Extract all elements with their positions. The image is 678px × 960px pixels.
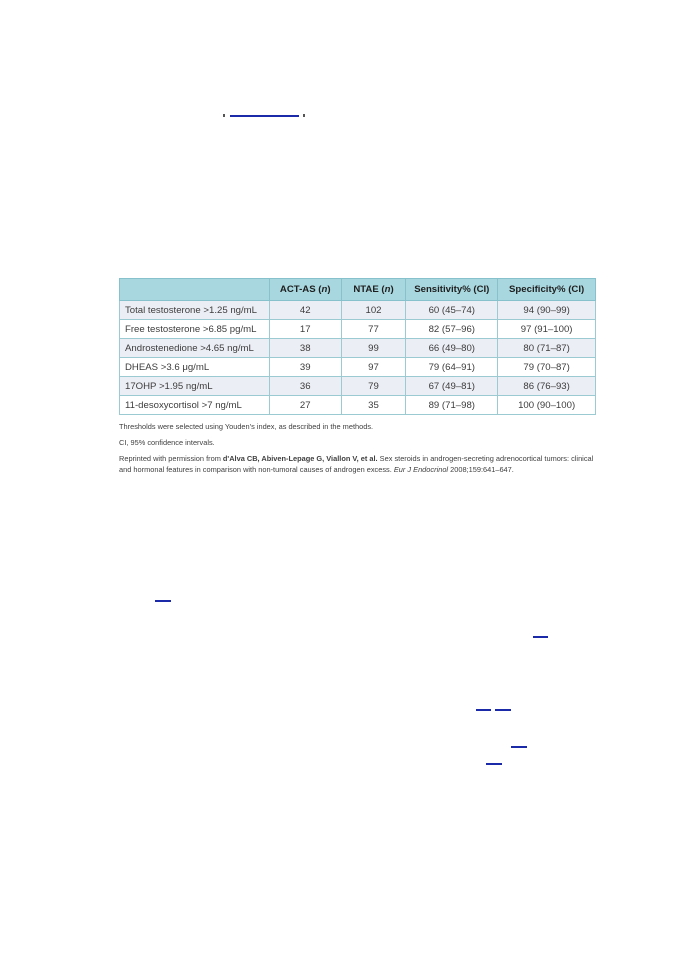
- reference-link[interactable]: [533, 636, 548, 638]
- table-cell: 66 (49–80): [406, 339, 498, 358]
- table-cell: 39: [269, 358, 341, 377]
- table-cell: 11-desoxycortisol >7 ng/mL: [120, 396, 270, 415]
- table-cell: 42: [269, 301, 341, 320]
- header-cell: Specificity% (CI): [498, 279, 596, 301]
- table-cell: 77: [341, 320, 406, 339]
- reprint-title: Sex steroids in androgen-secreting adrenocortical tumors: clinical and hormonal features in comparison with non-tumoral causes of androgen excess.: [119, 454, 594, 474]
- table-cell: 97 (91–100): [498, 320, 596, 339]
- table-cell: 99: [341, 339, 406, 358]
- reference-link[interactable]: [511, 746, 527, 748]
- header-cell: [120, 279, 270, 301]
- reprint-prefix: Reprinted with permission from: [119, 454, 223, 463]
- reference-link[interactable]: [230, 115, 299, 117]
- table-footnotes: [119, 421, 599, 480]
- table-row: [120, 320, 596, 339]
- header-cell: NTAE (n): [341, 279, 406, 301]
- table-cell: 27: [269, 396, 341, 415]
- table-cell: 79 (70–87): [498, 358, 596, 377]
- table-cell: 38: [269, 339, 341, 358]
- table-cell: 79: [341, 377, 406, 396]
- hormone-threshold-table: [119, 278, 596, 415]
- reprint-authors: d'Alva CB, Abiven-Lepage G, Viallon V, et al.: [222, 454, 378, 463]
- reference-link[interactable]: [495, 709, 511, 711]
- table-cell: Androstenedione >4.65 ng/mL: [120, 339, 270, 358]
- table-cell: 17: [269, 320, 341, 339]
- reprint-note: [119, 453, 599, 475]
- table-cell: 79 (64–91): [406, 358, 498, 377]
- table-cell: 82 (57–96): [406, 320, 498, 339]
- table-header-row: [120, 279, 596, 301]
- table-cell: Total testosterone >1.25 ng/mL: [120, 301, 270, 320]
- table-cell: Free testosterone >6.85 pg/mL: [120, 320, 270, 339]
- table-row: [120, 301, 596, 320]
- table-cell: 67 (49–81): [406, 377, 498, 396]
- table-cell: 102: [341, 301, 406, 320]
- text-mark: [223, 114, 225, 117]
- reference-link[interactable]: [486, 763, 502, 765]
- table-cell: 97: [341, 358, 406, 377]
- table-cell: 86 (76–93): [498, 377, 596, 396]
- reference-link[interactable]: [476, 709, 491, 711]
- table-row: [120, 339, 596, 358]
- table-row: [120, 396, 596, 415]
- table-cell: 80 (71–87): [498, 339, 596, 358]
- table-cell: DHEAS >3.6 μg/mL: [120, 358, 270, 377]
- threshold-note: Thresholds were selected using Youden's index, as described in the methods.: [119, 422, 374, 431]
- header-cell: Sensitivity% (CI): [406, 279, 498, 301]
- text-mark: [303, 114, 305, 117]
- table-row: [120, 358, 596, 377]
- table-row: [120, 377, 596, 396]
- table-cell: 100 (90–100): [498, 396, 596, 415]
- table-cell: 89 (71–98): [406, 396, 498, 415]
- table-cell: 35: [341, 396, 406, 415]
- reference-link[interactable]: [155, 600, 171, 602]
- table-cell: 94 (90–99): [498, 301, 596, 320]
- table-cell: 36: [269, 377, 341, 396]
- ci-note: CI, 95% confidence intervals.: [119, 438, 215, 447]
- reprint-journal: Eur J Endocrinol: [393, 465, 449, 474]
- reprint-citation: 2008;159:641–647.: [448, 465, 514, 474]
- table-cell: 17OHP >1.95 ng/mL: [120, 377, 270, 396]
- header-cell: ACT-AS (n): [269, 279, 341, 301]
- table-cell: 60 (45–74): [406, 301, 498, 320]
